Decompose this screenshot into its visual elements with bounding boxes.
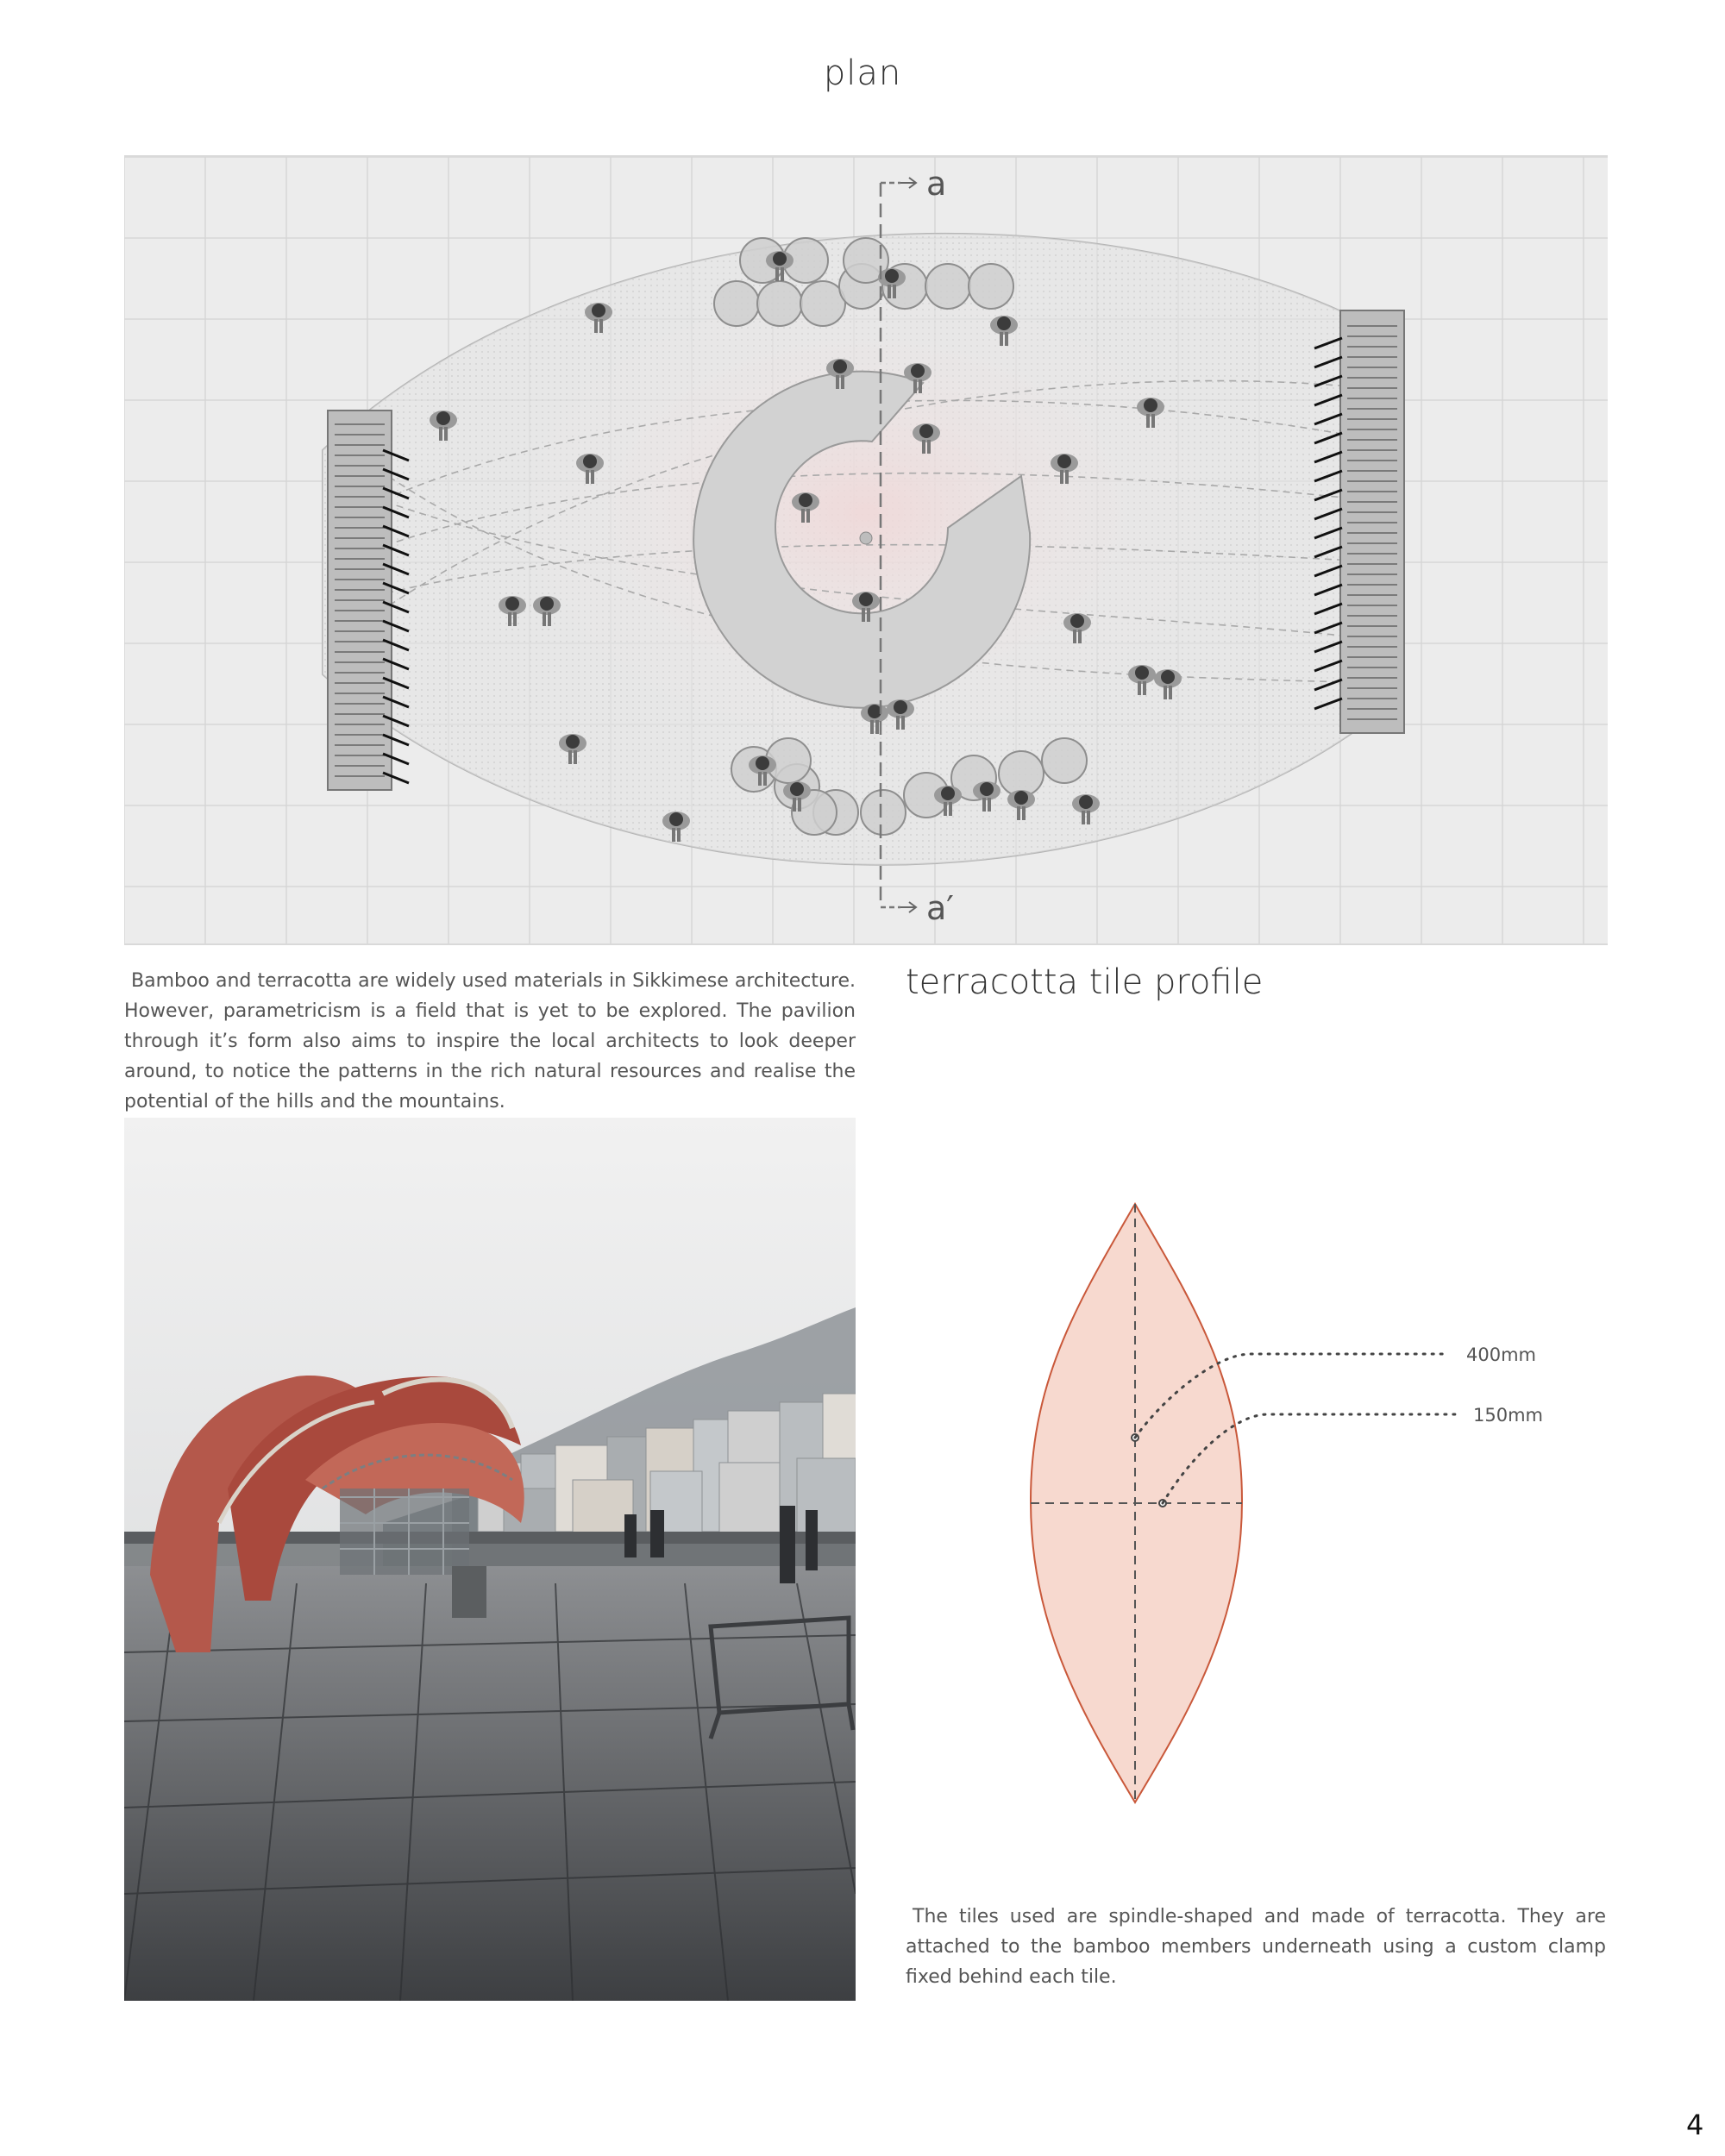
round-table	[714, 281, 759, 326]
tile-profile-diagram	[906, 1173, 1613, 1846]
photo-svg	[124, 1118, 856, 2001]
town-building	[719, 1463, 780, 1540]
width-dimension-label: 150mm	[1473, 1405, 1543, 1426]
town-building	[573, 1480, 633, 1540]
round-table	[757, 281, 802, 326]
tile-svg	[906, 1173, 1613, 1846]
round-table	[925, 264, 970, 309]
section-label-bottom: a′	[926, 889, 954, 927]
round-table	[1042, 738, 1087, 783]
round-table	[969, 264, 1013, 309]
plan-title: plan	[823, 53, 902, 93]
round-table	[861, 790, 906, 835]
plan-drawing	[124, 155, 1608, 945]
plan-svg	[124, 157, 1608, 943]
pavilion-photo	[124, 1118, 856, 2001]
intro-paragraph: Bamboo and terracotta are widely used materials in Sikkimese architecture. However, parametricism is a field that is yet to be explored. The pavilion through it’s form also aims to inspire the local architects to look deeper around, to notice the patterns in the rich natural resources and realise the potential of the hills and the mountains.	[124, 970, 856, 1112]
section-label-top: a	[926, 165, 947, 203]
tile-description: The tiles used are spindle-shaped and made of terracotta. They are attached to the bamboo members underneath using a custom clamp fixed behind each tile.	[906, 1906, 1606, 1988]
tile-profile-title: terracotta tile profile	[906, 962, 1264, 1002]
page-number: 4	[1686, 2109, 1704, 2141]
centre-point	[860, 532, 872, 544]
length-dimension-label: 400mm	[1466, 1344, 1536, 1365]
round-table	[999, 751, 1044, 796]
